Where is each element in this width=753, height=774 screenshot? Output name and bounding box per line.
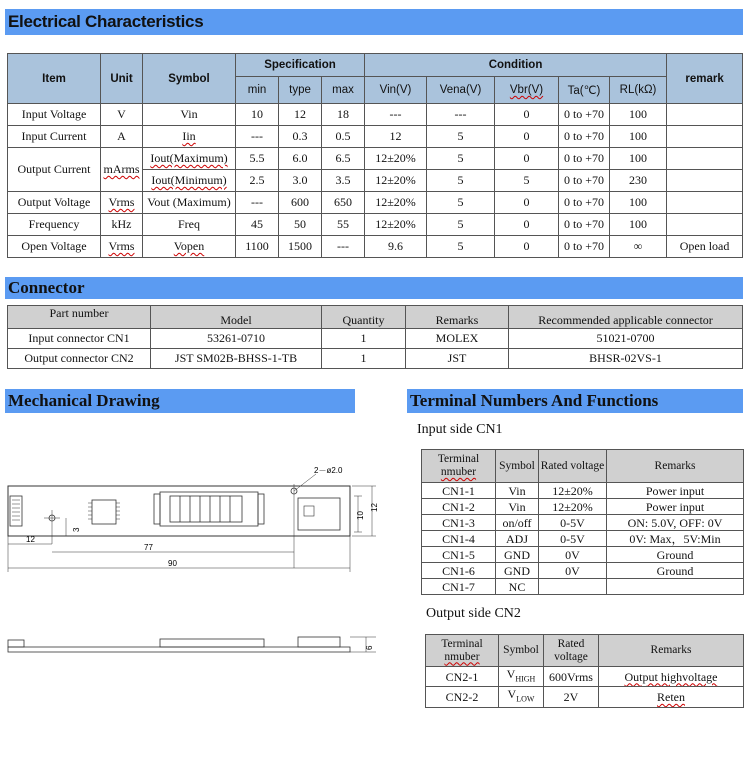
cell-remarks: Power input [607,483,744,499]
cell-vbr: 0 [495,126,559,148]
header-unit: Unit [101,54,143,104]
cell-min: --- [236,192,279,214]
cell-ta: 0 to +70 [559,214,610,236]
cell-model: JST SM02B-BHSS-1-TB [151,349,322,369]
connector-table [7,305,743,369]
cell-terminal: CN1-6 [422,563,496,579]
cell-vin: 12±20% [365,214,427,236]
cell-remark [667,192,743,214]
cell-min: 45 [236,214,279,236]
header-rated-voltage: Rated voltage [544,635,599,667]
cell-rl: 100 [610,214,667,236]
cell-max: 3.5 [322,170,365,192]
cell-rated: 0-5V [539,515,607,531]
header-terminal: Terminal nmuber [422,450,496,483]
cell-remark [667,214,743,236]
dim-77-label: 77 [144,543,153,552]
cell-rl: 230 [610,170,667,192]
header-vena: Vena(V) [427,77,495,104]
cell-unit: A [101,126,143,148]
cell-symbol: GND [496,547,539,563]
cell-type: 0.3 [279,126,322,148]
cell-unit: Vrms [101,192,143,214]
header-max: max [322,77,365,104]
cell-part: Output connector CN2 [8,349,151,369]
dim-12-right-label: 12 [370,503,379,512]
cell-remark [667,104,743,126]
cell-rated: 600Vrms [544,667,599,687]
cell-item: Input Current [8,126,101,148]
header-remarks: Remarks [599,635,744,667]
cell-remarks: MOLEX [406,329,509,349]
table-row [8,349,743,369]
cell-max: 6.5 [322,148,365,170]
cell-symbol: Vin [496,483,539,499]
cell-vbr: 0 [495,214,559,236]
cell-recommended: BHSR-02VS-1 [509,349,743,369]
header-condition: Condition [365,54,667,77]
cell-rated: 0V [539,563,607,579]
mechanical-section-title: Mechanical Drawing [5,389,355,413]
cell-ta: 0 to +70 [559,126,610,148]
table-row [422,531,744,547]
cell-terminal: CN1-7 [422,579,496,595]
cell-vin: 12±20% [365,148,427,170]
cell-type: 1500 [279,236,322,258]
dim-6-label: 6 [365,645,374,650]
cell-rl: 100 [610,126,667,148]
cell-quantity: 1 [322,329,406,349]
table-row [8,214,743,236]
cell-remarks: Output highvoltage [599,667,744,687]
cell-unit: mArms [101,148,143,192]
header-symbol: Symbol [143,54,236,104]
cell-rated: 2V [544,687,599,707]
header-recommended: Recommended applicable connector [509,306,743,329]
cell-type: 3.0 [279,170,322,192]
cell-max: 18 [322,104,365,126]
cell-remark [667,126,743,148]
header-symbol: Symbol [499,635,544,667]
table-row [422,515,744,531]
header-remarks: Remarks [607,450,744,483]
cell-symbol: Vout (Maximum) [143,192,236,214]
cell-ta: 0 to +70 [559,236,610,258]
cell-vena: 5 [427,214,495,236]
cell-min: 10 [236,104,279,126]
cell-type: 600 [279,192,322,214]
cell-recommended: 51021-0700 [509,329,743,349]
hole-label: 2－ø2.0 [314,466,343,475]
cell-rated: 0-5V [539,531,607,547]
cell-vena: 5 [427,126,495,148]
table-row [426,667,744,687]
cell-vin: 12±20% [365,170,427,192]
cell-rl: ∞ [610,236,667,258]
cell-remarks: Reten [599,687,744,707]
table-row [8,126,743,148]
cell-remarks [607,579,744,595]
cell-vin: 12 [365,126,427,148]
cell-item: Output Voltage [8,192,101,214]
header-terminal: Terminal nmuber [426,635,499,667]
cell-terminal: CN1-4 [422,531,496,547]
dim-12-left-label: 12 [26,535,35,544]
header-model: Model [151,306,322,329]
cell-terminal: CN1-5 [422,547,496,563]
cell-vin: 12±20% [365,192,427,214]
cell-unit: Vrms [101,236,143,258]
cell-part: Input connector CN1 [8,329,151,349]
cell-rated: 0V [539,547,607,563]
cell-max: 0.5 [322,126,365,148]
table-row [422,563,744,579]
header-remark: remark [667,54,743,104]
cell-item: Frequency [8,214,101,236]
cell-terminal: CN2-1 [426,667,499,687]
cell-remarks: Power input [607,499,744,515]
cell-min: --- [236,126,279,148]
cell-symbol: Freq [143,214,236,236]
cell-ta: 0 to +70 [559,148,610,170]
electrical-section-title: Electrical Characteristics [5,9,743,35]
cell-rated [539,579,607,595]
header-rl: RL(kΩ) [610,77,667,104]
header-vbr: Vbr(V) [495,77,559,104]
cell-symbol: on/off [496,515,539,531]
cell-unit: V [101,104,143,126]
cell-remark [667,148,743,170]
cell-item: Open Voltage [8,236,101,258]
cn1-title: Input side CN1 [417,422,503,437]
mechanical-drawing-top [0,460,380,590]
header-specification: Specification [236,54,365,77]
table-row [422,483,744,499]
cell-terminal: CN1-2 [422,499,496,515]
cell-symbol: Vin [496,499,539,515]
terminal-section-title: Terminal Numbers And Functions [407,389,743,413]
cn1-table [421,449,744,595]
header-remarks: Remarks [406,306,509,329]
cell-model: 53261-0710 [151,329,322,349]
cell-vena: 5 [427,148,495,170]
cell-vbr: 0 [495,104,559,126]
cell-vin: --- [365,104,427,126]
cell-vin: 9.6 [365,236,427,258]
cell-min: 5.5 [236,148,279,170]
dim-3-label: 3 [72,527,81,532]
cell-quantity: 1 [322,349,406,369]
cell-symbol: $V_{HIGH}$ [499,667,544,687]
cell-vena: 5 [427,192,495,214]
cell-vena: --- [427,104,495,126]
table-row [8,104,743,126]
cell-vena: 5 [427,170,495,192]
cell-terminal: CN2-2 [426,687,499,707]
cell-remark [667,170,743,192]
cell-vbr: 0 [495,192,559,214]
header-quantity: Quantity [322,306,406,329]
cell-ta: 0 to +70 [559,170,610,192]
cell-remarks: 0V: Max，5V:Min [607,531,744,547]
header-symbol: Symbol [496,450,539,483]
cell-remarks: ON: 5.0V, OFF: 0V [607,515,744,531]
cell-rated: 12±20% [539,499,607,515]
cell-type: 50 [279,214,322,236]
header-vin: Vin(V) [365,77,427,104]
cell-terminal: CN1-1 [422,483,496,499]
table-row [8,148,743,170]
cell-symbol: NC [496,579,539,595]
cell-rl: 100 [610,192,667,214]
cell-max: 650 [322,192,365,214]
table-row [8,192,743,214]
cell-vbr: 5 [495,170,559,192]
electrical-characteristics-table [7,53,743,258]
table-row [422,579,744,595]
cell-ta: 0 to +70 [559,104,610,126]
cell-type: 6.0 [279,148,322,170]
connector-section-title: Connector [5,277,743,299]
cell-rl: 100 [610,104,667,126]
cell-type: 12 [279,104,322,126]
cell-terminal: CN1-3 [422,515,496,531]
cell-remarks: Ground [607,547,744,563]
dim-90-label: 90 [168,559,177,568]
table-row [426,687,744,707]
cell-item: Output Current [8,148,101,192]
dim-10-label: 10 [356,511,365,520]
table-row [422,499,744,515]
cn2-table [425,634,744,708]
cell-ta: 0 to +70 [559,192,610,214]
cell-symbol: GND [496,563,539,579]
cell-max: 55 [322,214,365,236]
cell-min: 1100 [236,236,279,258]
table-row [8,329,743,349]
cell-remarks: Ground [607,563,744,579]
cell-symbol: Vin [143,104,236,126]
table-row [422,547,744,563]
cell-max: --- [322,236,365,258]
cell-symbol: Iout(Minimum) [143,170,236,192]
mechanical-drawing-side [0,630,380,680]
cell-rated: 12±20% [539,483,607,499]
cell-remarks: JST [406,349,509,369]
header-type: type [279,77,322,104]
cell-symbol: $V_{LOW}$ [499,687,544,707]
cell-symbol: ADJ [496,531,539,547]
cn2-title: Output side CN2 [426,606,521,621]
cell-vbr: 0 [495,236,559,258]
header-rated-voltage: Rated voltage [539,450,607,483]
cell-rl: 100 [610,148,667,170]
cell-min: 2.5 [236,170,279,192]
cell-remark: Open load [667,236,743,258]
header-min: min [236,77,279,104]
cell-item: Input Voltage [8,104,101,126]
cell-symbol: Vopen [143,236,236,258]
cell-symbol: Iout(Maximum) [143,148,236,170]
header-part-number: Part number [8,306,151,329]
table-row [8,236,743,258]
cell-vbr: 0 [495,148,559,170]
header-item: Item [8,54,101,104]
cell-symbol: Iin [143,126,236,148]
cell-unit: kHz [101,214,143,236]
cell-vena: 5 [427,236,495,258]
header-ta: Ta(℃) [559,77,610,104]
